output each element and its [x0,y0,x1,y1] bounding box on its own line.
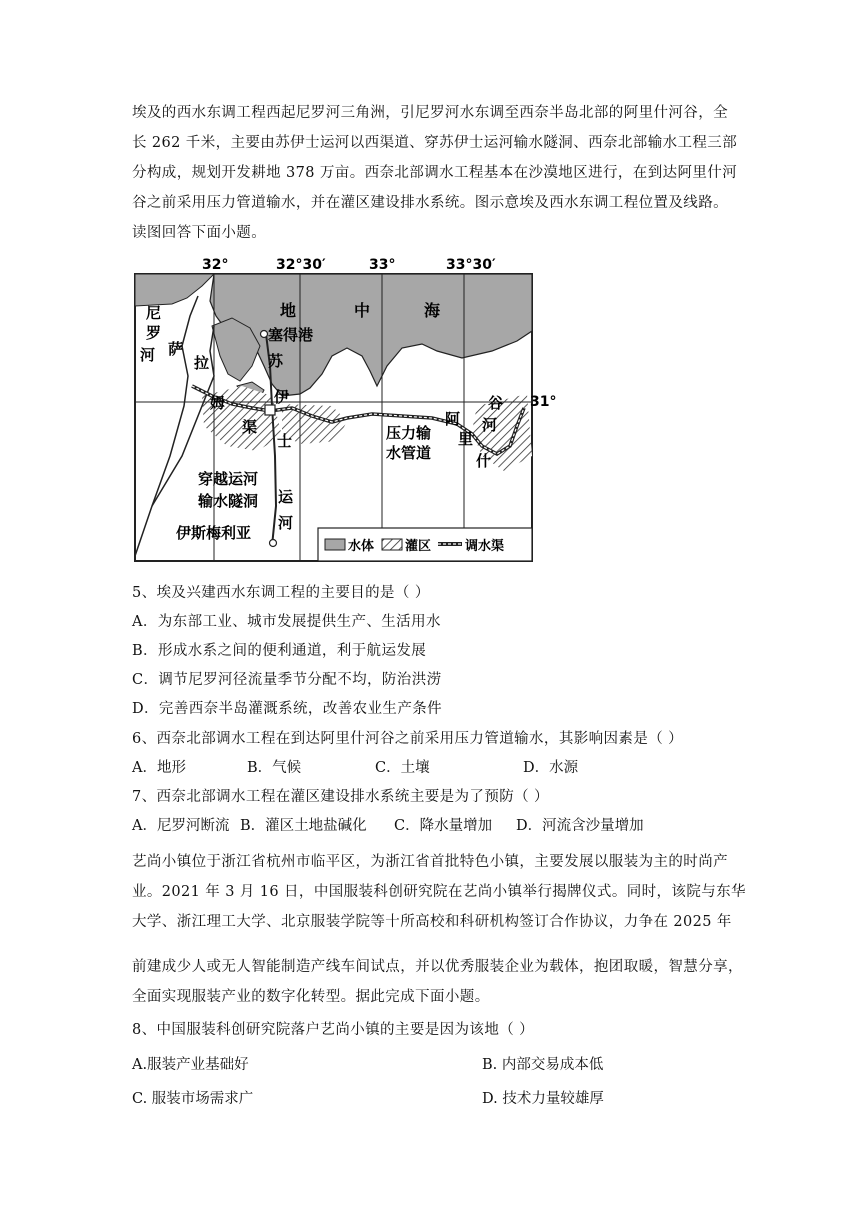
suez-label: 伊 [274,388,290,406]
legend-water-swatch [325,539,345,550]
suez-label: 苏 [268,352,284,370]
option-b[interactable]: B．灌区土地盐碱化 [240,818,367,834]
suez-label: 士 [277,432,293,450]
ismailia-marker [270,540,277,547]
salam-label: 姆 [210,394,226,412]
intro-line: 谷之前采用压力管道输水，并在灌区建设排水系统。图示意埃及西水东调工程位置及线路。 [132,195,728,211]
intro-line: 埃及的西水东调工程西起尼罗河三角洲，引尼罗河水东调至西奈半岛北部的阿里什河谷，全 [132,105,728,121]
lon-label: 32°30′ [276,257,326,273]
option-a[interactable]: A．地形 [132,760,186,776]
salam-label: 萨 [168,340,184,358]
question-stem: 8、中国服装科创研究院落户艺尚小镇的主要是因为该地（ ） [132,1022,535,1038]
sea-label: 地 [280,301,297,320]
intro-line: 长 262 千米，主要由苏伊士运河以西渠道、穿苏伊士运河输水隧洞、西奈北部输水工程三部 [132,135,738,151]
option-b[interactable]: B．气候 [247,760,302,776]
option-d[interactable]: D．河流含沙量增加 [516,818,644,834]
tunnel-junction [265,405,275,415]
option-d[interactable]: D. 技术力量较雄厚 [482,1091,604,1107]
intro-line: 分构成，规划开发耕地 378 万亩。西奈北部调水工程基本在沙漠地区进行，在到达阿里什河 [132,165,738,181]
legend-water-label: 水体 [348,539,375,554]
salam-label: 拉 [194,354,210,372]
arish-label: 里 [458,430,474,448]
question-stem: 6、西奈北部调水工程在到达阿里什河谷之前采用压力管道输水，其影响因素是（ ） [132,731,684,747]
legend-irrigation-swatch [382,539,402,550]
lon-label: 33°30′ [446,257,496,273]
option-b[interactable]: B．形成水系之间的便利通道，利于航运发展 [132,643,427,659]
port-said-label: 塞得港 [268,326,314,344]
legend-canal-label: 调水渠 [465,539,505,554]
option-c[interactable]: C．土壤 [375,760,430,776]
pipeline-label: 压力输 [386,424,432,442]
option-c[interactable]: C．降水量增加 [394,818,493,834]
port-said-marker [261,331,268,338]
intro-line: 读图回答下面小题。 [132,225,267,241]
option-c[interactable]: C. 服装市场需求广 [132,1091,254,1107]
option-a[interactable]: A.服装产业基础好 [132,1057,249,1073]
nile-label: 河 [140,346,156,364]
lat-label: 31° [530,394,557,410]
suez-label: 河 [278,514,294,532]
arish-label: 什 [476,452,492,470]
lon-label: 32° [202,257,229,273]
intro-line: 大学、浙江理工大学、北京服装学院等十所高校和科研机构签订合作协议，力争在 2025 年 [132,914,732,930]
pipeline-label: 水管道 [386,444,432,462]
sea-label: 海 [424,301,441,320]
tunnel-label: 穿越运河 [198,470,259,488]
option-a[interactable]: A．为东部工业、城市发展提供生产、生活用水 [132,614,441,630]
map-legend [318,528,532,561]
intro-line: 艺尚小镇位于浙江省杭州市临平区，为浙江省首批特色小镇，主要发展以服装为主的时尚产 [132,854,728,870]
question-stem: 7、西奈北部调水工程在灌区建设排水系统主要是为了预防（ ） [132,789,549,805]
option-d[interactable]: D．水源 [523,760,579,776]
tunnel-label: 输水隧洞 [198,492,259,510]
arish-label: 阿 [445,410,461,428]
qu-label: 渠 [242,418,258,436]
suez-label: 运 [278,488,294,506]
question-stem: 5、埃及兴建西水东调工程的主要目的是（ ） [132,585,430,601]
nile-label: 尼 [146,304,162,322]
option-d[interactable]: D．完善西奈半岛灌溉系统，改善农业生产条件 [132,701,443,717]
option-c[interactable]: C．调节尼罗河径流量季节分配不均，防治洪涝 [132,672,442,688]
lon-label: 33° [369,257,396,273]
intro-line: 业。2021 年 3 月 16 日，中国服装科创研究院在艺尚小镇举行揭牌仪式。同时，该院与东华 [132,884,746,900]
intro-line: 前建成少人或无人智能制造产线车间试点，并以优秀服装企业为载体，抱团取暖，智慧分享， [132,959,743,975]
option-a[interactable]: A．尼罗河断流 [132,818,230,834]
egypt-water-transfer-map [132,256,557,566]
ismailia-label: 伊斯梅利亚 [176,524,252,542]
sea-label: 中 [354,301,371,320]
option-b[interactable]: B. 内部交易成本低 [482,1057,604,1073]
intro-line: 全面实现服装产业的数字化转型。据此完成下面小题。 [132,989,490,1005]
legend-irrigation-label: 灌区 [405,539,432,554]
nile-label: 罗 [146,324,162,342]
valley-label: 河 [482,416,498,434]
valley-label: 谷 [488,394,504,412]
